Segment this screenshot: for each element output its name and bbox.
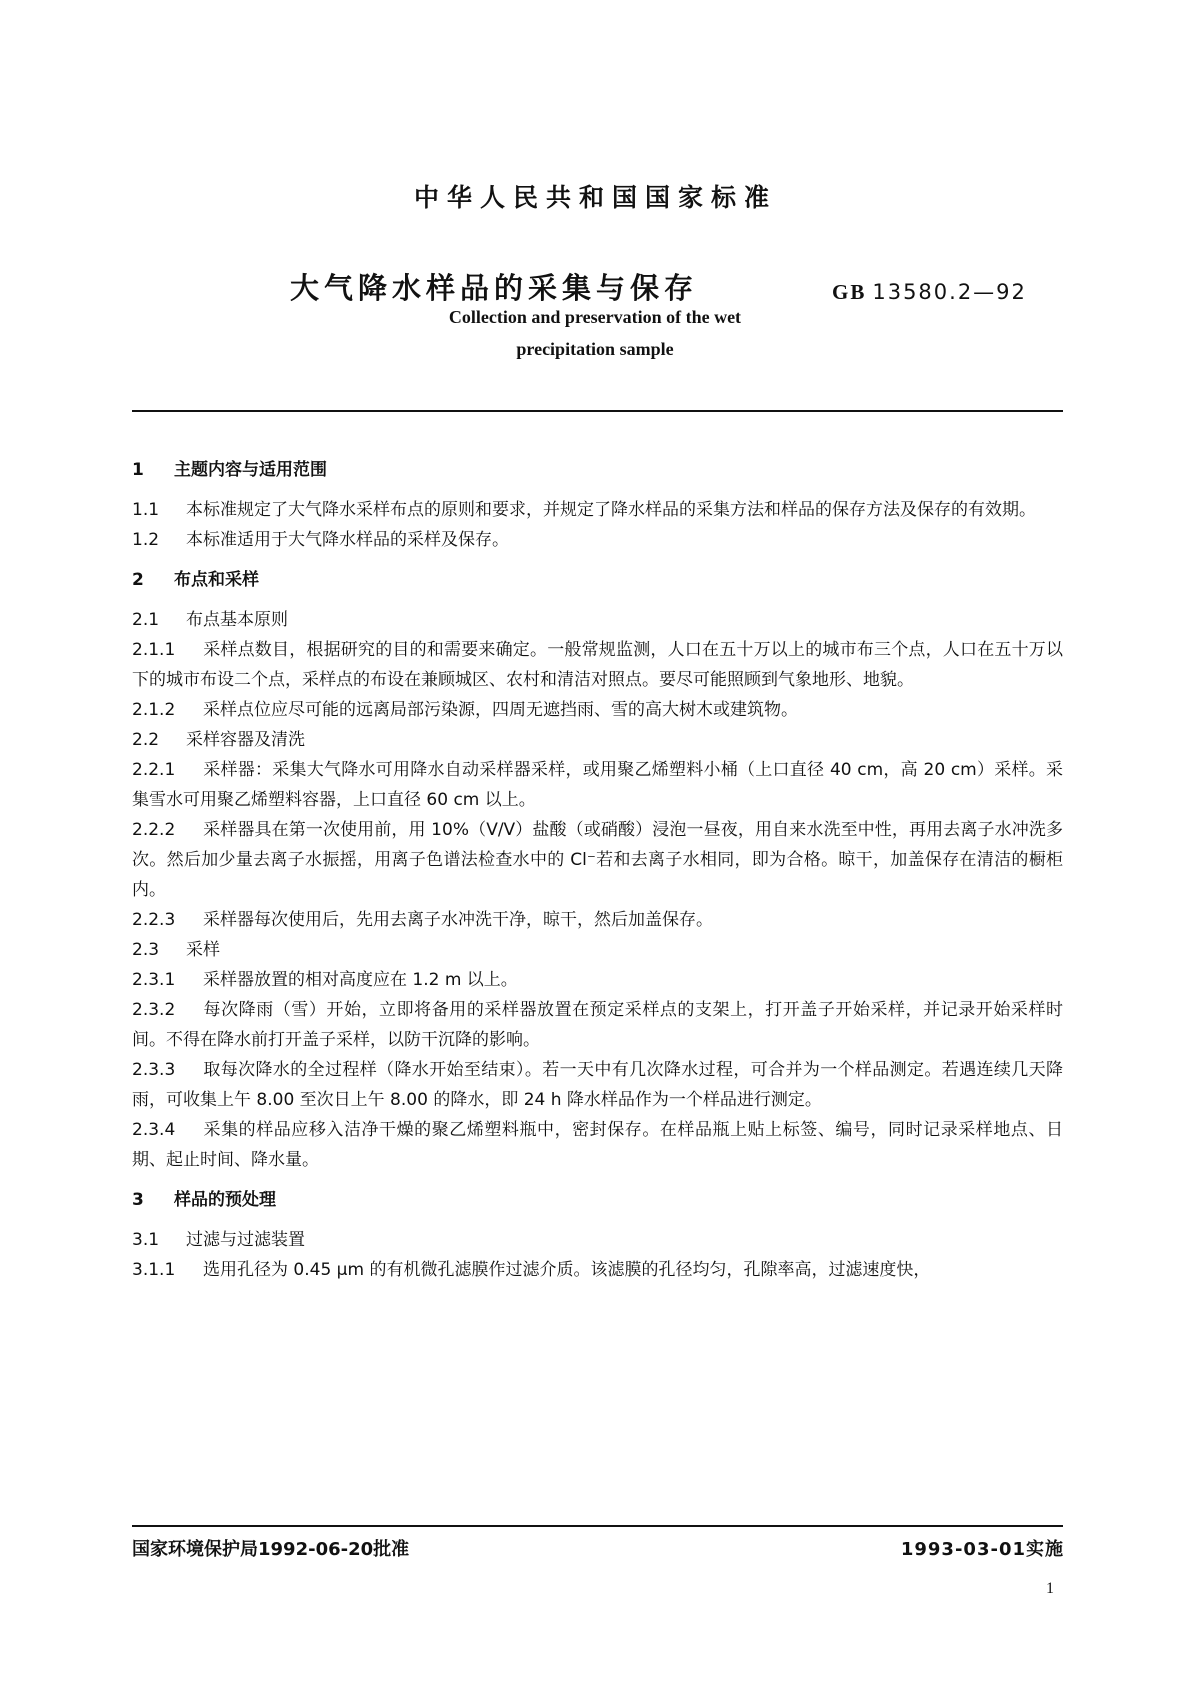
clause-number: 2.3.3	[132, 1060, 176, 1080]
clause-text: 采样容器及清洗	[186, 730, 305, 750]
clause	[132, 605, 1063, 635]
clause-number: 3.1	[132, 1230, 160, 1250]
standard-code-number: 13580.2—92	[872, 280, 1027, 304]
clause	[132, 965, 1063, 995]
clause-number: 2.2.3	[132, 910, 176, 930]
clause-text: 采样点数目，根据研究的目的和需要来确定。一般常规监测，人口在五十万以上的城市布三个点，人口在五十万以下的城市布设二个点，采样点的布设在兼顾城区、农村和清洁对照点。要尽可能照顾到气象地形、地貌。	[132, 640, 1063, 690]
clause	[132, 755, 1063, 815]
clause	[132, 1225, 1063, 1255]
clause	[132, 525, 1063, 555]
clause-number: 2.2	[132, 730, 160, 750]
clause-text: 本标准适用于大气降水样品的采样及保存。	[186, 530, 509, 550]
section-title: 布点和采样	[174, 570, 259, 590]
clause	[132, 695, 1063, 725]
clause	[132, 1115, 1063, 1175]
footer-divider	[132, 1525, 1063, 1527]
standard-title-cn: 大气降水样品的采集与保存	[290, 271, 699, 305]
clause-text: 采样点位应尽可能的远离局部污染源，四周无遮挡雨、雪的高大树木或建筑物。	[203, 700, 798, 720]
clause-text: 过滤与过滤装置	[186, 1230, 305, 1250]
clause-number: 3.1.1	[132, 1260, 176, 1280]
national-standard-title: 中华人民共和国国家标准	[413, 183, 777, 212]
clause-number: 2.3.1	[132, 970, 176, 990]
clause	[132, 935, 1063, 965]
page-number: 1	[1046, 1580, 1054, 1597]
section-heading	[132, 455, 1063, 485]
clause	[132, 995, 1063, 1055]
clause-text: 采样器放置的相对高度应在 1.2 m 以上。	[203, 970, 518, 990]
clause-number: 2.3.2	[132, 1000, 176, 1020]
section-title: 样品的预处理	[174, 1190, 276, 1210]
section-number: 1	[132, 460, 144, 480]
section-title: 主题内容与适用范围	[174, 460, 327, 480]
clause-text: 本标准规定了大气降水采样布点的原则和要求，并规定了降水样品的采集方法和样品的保存方法及保存的有效期。	[186, 500, 1036, 520]
clause-number: 2.3	[132, 940, 160, 960]
approval-info: 国家环境保护局1992-06-20批准	[132, 1539, 410, 1560]
clause-text: 布点基本原则	[186, 610, 288, 630]
effective-date: 1993-03-01实施	[900, 1539, 1064, 1560]
clause	[132, 815, 1063, 905]
standard-code	[832, 280, 1027, 305]
clause-number: 1.2	[132, 530, 160, 550]
clause-text: 选用孔径为 0.45 μm 的有机微孔滤膜作过滤介质。该滤膜的孔径均匀，孔隙率高，过滤速度快，	[203, 1260, 931, 1280]
clause	[132, 725, 1063, 755]
section-number: 2	[132, 570, 144, 590]
clause-text: 采样	[186, 940, 220, 960]
standard-title-en-line2: precipitation sample	[516, 339, 674, 359]
clause-number: 1.1	[132, 500, 160, 520]
header-divider	[132, 410, 1063, 412]
clause	[132, 1255, 1063, 1285]
clause-number: 2.2.1	[132, 760, 176, 780]
clause	[132, 635, 1063, 695]
clause-number: 2.3.4	[132, 1120, 176, 1140]
standard-code-prefix: GB	[832, 280, 867, 304]
clause-number: 2.2.2	[132, 820, 176, 840]
clause	[132, 495, 1063, 525]
clause-text: 每次降雨（雪）开始，立即将备用的采样器放置在预定采样点的支架上，打开盖子开始采样，并记录开始采样时间。不得在降水前打开盖子采样，以防干沉降的影响。	[132, 1000, 1063, 1050]
clause-text: 采样器：采集大气降水可用降水自动采样器采样，或用聚乙烯塑料小桶（上口直径 40 cm，高 20 cm）采样。采集雪水可用聚乙烯塑料容器，上口直径 60 cm 以上。	[132, 760, 1063, 810]
clause	[132, 905, 1063, 935]
clause-text: 采样器每次使用后，先用去离子水冲洗干净，晾干，然后加盖保存。	[203, 910, 713, 930]
section-number: 3	[132, 1190, 144, 1210]
standard-title-en-line1: Collection and preservation of the wet	[448, 307, 742, 327]
clause-text: 采样器具在第一次使用前，用 10%（V/V）盐酸（或硝酸）浸泡一昼夜，用自来水洗至中性，再用去离子水冲洗多次。然后加少量去离子水振摇，用离子色谱法检查水中的 Cl⁻若和去离子水相同，即为合格。晾干，加盖保存在清洁的橱柜内。	[132, 820, 1063, 900]
section-heading	[132, 565, 1063, 595]
clause-text: 取每次降水的全过程样（降水开始至结束）。若一天中有几次降水过程，可合并为一个样品测定。若遇连续几天降雨，可收集上午 8.00 至次日上午 8.00 的降水，即 24 h 降水样品作为一个样品进行测定。	[132, 1060, 1063, 1110]
clause-number: 2.1.1	[132, 640, 176, 660]
clause-text: 采集的样品应移入洁净干燥的聚乙烯塑料瓶中，密封保存。在样品瓶上贴上标签、编号，同时记录采样地点、日期、起止时间、降水量。	[132, 1120, 1063, 1170]
document-body	[132, 455, 1063, 1285]
clause-number: 2.1	[132, 610, 160, 630]
clause-number: 2.1.2	[132, 700, 176, 720]
section-heading	[132, 1185, 1063, 1215]
clause	[132, 1055, 1063, 1115]
